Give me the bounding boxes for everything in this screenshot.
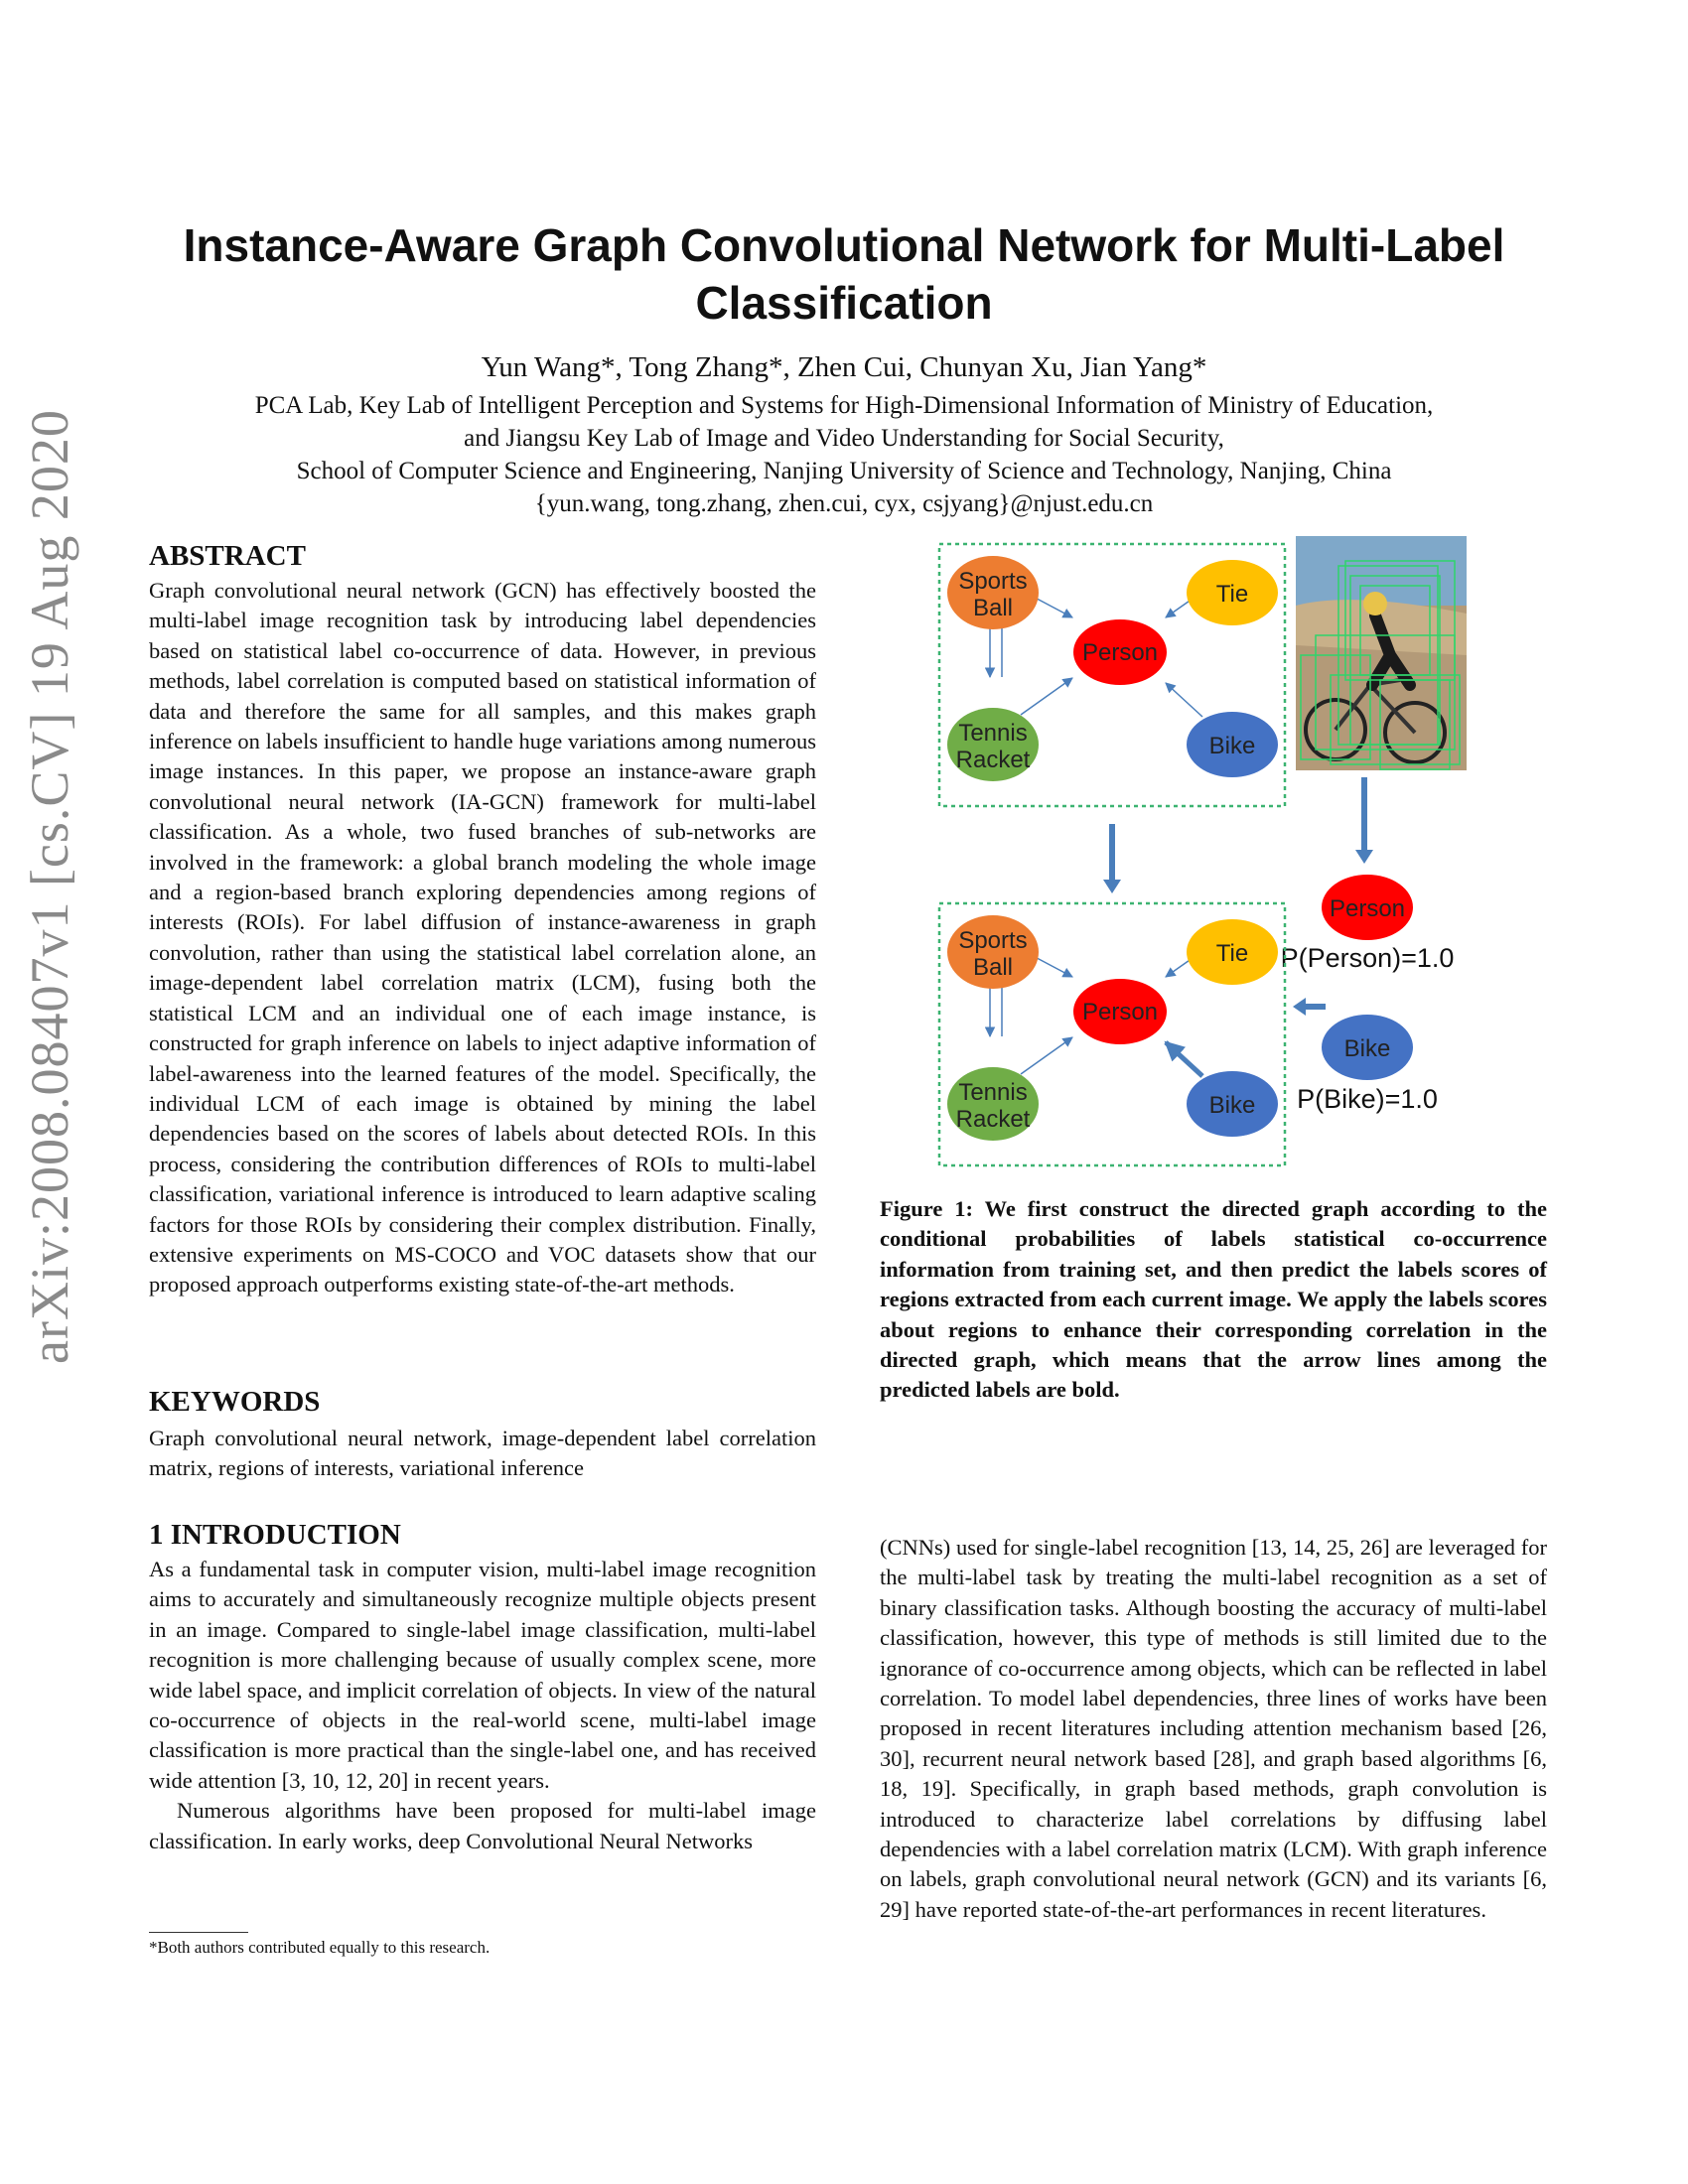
node-label: Sports	[958, 568, 1028, 595]
prediction-score: P(Person)=1.0	[1280, 943, 1455, 973]
node-label: Bike	[1343, 1035, 1391, 1062]
footnote-rule	[149, 1932, 248, 1933]
footnote: *Both authors contributed equally to this research.	[149, 1938, 491, 1957]
node-label: Racket	[955, 1106, 1031, 1133]
keywords-section	[149, 1384, 816, 1484]
edge-arrow	[1021, 678, 1072, 715]
abstract-heading: ABSTRACT	[149, 540, 306, 572]
node-label: Tie	[1215, 581, 1249, 608]
figure-1	[923, 536, 1489, 1181]
arxiv-stamp: arXiv:2008.08407v1 [cs.CV] 19 Aug 2020	[20, 409, 79, 1364]
prediction-score: P(Bike)=1.0	[1297, 1084, 1438, 1114]
figure-caption: Figure 1: We first construct the directed graph according to the conditional probabilities of labels statistical co-occurrence information from training set, and then predict the labels scores of regions extracted from each current image. We apply the labels scores about regions to enhance their corresponding correlation in the directed graph, which means that the arrow lines among the predicted labels are bold.	[880, 1196, 1547, 1403]
node-label: Sports	[958, 927, 1028, 954]
node-label: Bike	[1208, 733, 1256, 759]
node-label: Tennis	[958, 720, 1028, 747]
predicted-labels	[1281, 875, 1455, 1114]
author-list: Yun Wang*, Tong Zhang*, Zhen Cui, Chunyan Xu, Jian Yang*	[481, 351, 1207, 383]
introduction-section	[149, 1517, 816, 1856]
node-label: Racket	[955, 747, 1031, 773]
affiliation-line: and Jiangsu Key Lab of Image and Video Understanding for Social Security,	[464, 425, 1224, 452]
paper-title: Instance-Aware Graph Convolutional Network for Multi-Label Classification	[183, 219, 1505, 329]
node-label: Bike	[1208, 1092, 1256, 1119]
statistical-graph	[939, 544, 1285, 806]
abstract-text: Graph convolutional neural network (GCN) has effectively boosted the multi-label image recognition task by introducing label dependencies based on statistical label co-occurrence of data. However, in previous methods, label correlation is computed based on statistical information of data and therefore the same for all samples, and this makes graph inference on labels insufficient to handle huge variations among numerous image instances. In this paper, we propose an instance-aware graph convolutional neural network (IA-GCN) framework for multi-label classification. As a whole, two fused branches of sub-networks are involved in the framework: a global branch modeling the whole image and a region-based branch exploring dependencies among regions of interests (ROIs). For label diffusion of instance-awareness in graph convolution, rather than using the statistical label correlation alone, an image-dependent label correlation matrix (LCM), fusing both the statistical LCM and an individual one of each image instance, is constructed for graph inference on labels to inject adaptive information of label-awareness into the learned features of the model. Specifically, the individual LCM of each image is obtained by mining the label dependencies based on the scores of labels about detected ROIs. In this process, considering the contribution differences of ROIs to multi-label classification, variational inference is introduced to learn adaptive scaling factors for those ROIs by considering their complex distribution. Finally, extensive experiments on MS-COCO and VOC datasets show that our proposed approach outperforms existing state-of-the-art methods.	[149, 578, 816, 1297]
node-label: Person	[1329, 895, 1406, 922]
edge-arrow	[1021, 1037, 1072, 1074]
intro-right-column: (CNNs) used for single-label recognition [13, 14, 25, 26] are leveraged for the multi-label task by treating the multi-label recognition as a set of binary classification tasks. Although boosting the accuracy of multi-label classification, however, this type of methods is still limited due to the ignorance of co-occurrence among objects, which can be reflected in label correlation. To model label dependencies, three lines of works have been proposed in recent literatures including attention mechanism based [26, 30], recurrent neural network based [28], and graph based algorithms [6, 18, 19]. Specifically, in graph based methods, graph convolution is introduced to characterize label correlations by diffusing label dependencies with a label correlation matrix (LCM). With graph inference on labels, graph convolutional neural network (GCN) and its variants [6, 29] have reported state-of-the-art performances in recent literatures.	[880, 1535, 1547, 1922]
intro-paragraph: Numerous algorithms have been proposed for multi-label image classification. In early works, deep Convolutional Neural Networks	[149, 1798, 816, 1853]
email-line: {yun.wang, tong.zhang, zhen.cui, cyx, csjyang}@njust.edu.cn	[534, 490, 1154, 517]
instance-graph	[939, 903, 1285, 1165]
node-label: Person	[1081, 999, 1159, 1025]
affiliation-line: PCA Lab, Key Lab of Intelligent Perception and Systems for High-Dimensional Information of Ministry of Education,	[254, 392, 1434, 419]
edge-arrow-bold	[1166, 1042, 1202, 1076]
edge-arrow	[1166, 683, 1202, 717]
node-label: Tie	[1215, 940, 1249, 967]
node-label: Person	[1081, 639, 1159, 666]
intro-paragraph: As a fundamental task in computer vision, multi-label image recognition aims to accurately and simultaneously recognize multiple objects present in an image. Compared to single-label image classification, multi-label recognition is more challenging because of usually complex scene, more wide label space, and implicit correlation of objects. In view of the natural co-occurrence of objects in the real-world scene, multi-label image classification is more practical than the single-label one, and has received wide attention [3, 10, 12, 20] in recent years.	[149, 1557, 816, 1793]
input-image	[1296, 536, 1467, 770]
node-label: Ball	[972, 595, 1014, 621]
keywords-heading: KEYWORDS	[149, 1386, 321, 1418]
node-label: Ball	[972, 954, 1014, 981]
node-label: Tennis	[958, 1079, 1028, 1106]
affiliation	[149, 389, 1539, 520]
keywords-text: Graph convolutional neural network, image-dependent label correlation matrix, regions of interests, variational inference	[149, 1426, 816, 1481]
affiliation-line: School of Computer Science and Engineering, Nanjing University of Science and Technology, Nanjing, China	[296, 458, 1392, 484]
introduction-heading: 1 INTRODUCTION	[149, 1519, 401, 1551]
abstract-section	[149, 538, 816, 1300]
